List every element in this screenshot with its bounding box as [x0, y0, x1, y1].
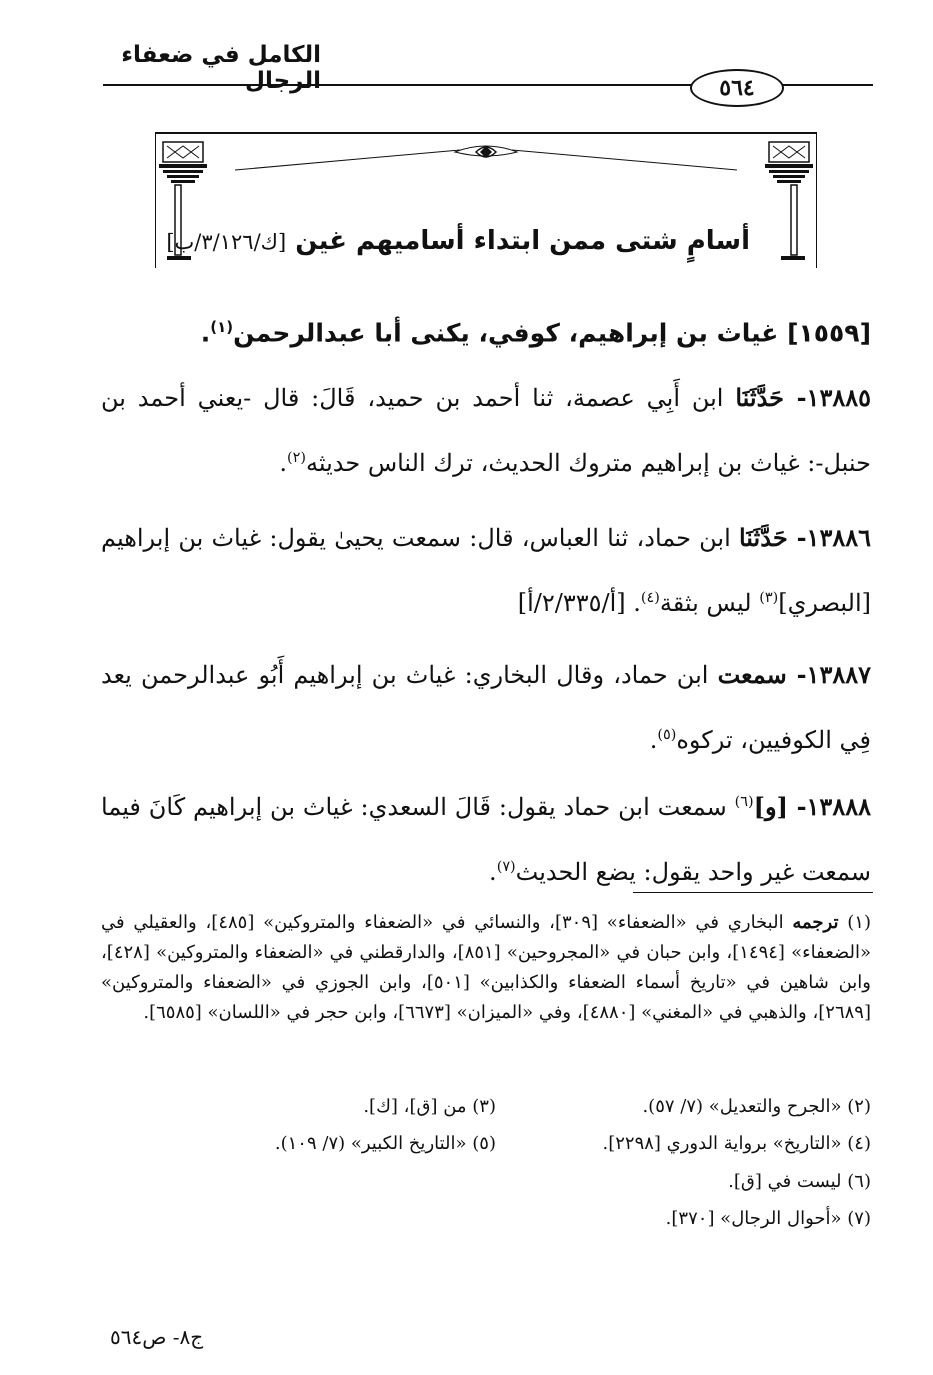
footnote-rule	[633, 892, 873, 893]
section-manuscript-ref: [ك/٣/١٢٦/ب]	[166, 230, 287, 254]
footnote-number: (١)	[847, 912, 871, 933]
page-number: ٥٦٤	[719, 75, 755, 101]
paragraph-lead: ١٣٨٨٧- سمعت	[717, 660, 871, 689]
page-number-badge	[690, 69, 784, 107]
running-header-title: الكامل في ضعفاء الرجال	[121, 42, 321, 94]
section-title	[166, 226, 750, 256]
entry-heading-end: .	[200, 318, 211, 348]
footnote-7: (٧) «أحوال الرجال» [٣٧٠].	[665, 1208, 871, 1229]
footnote-text: البخاري في «الضعفاء» [٣٠٩]، والنسائي في «الضعفاء والمتروكين» [٤٨٥]، والعقيلي في «الضعفاء» [١٤٩٤]، وابن حبان في «المجروحين» [٨٥١]، والدارقطني في «الضعفاء والمتروكين» [٤٢٨]، وابن شاهين في «تاريخ أسماء الضعفاء والكذابين» [٥٠١]، وابن الجوزي في «الضعفاء والمتروكين» [٢٦٨٩]، والذهبي في «المغني» [٤٨٨٠]، وفي «الميزان» [٦٦٧٣]، وابن حجر في «اللسان» [٦٥٨٥].	[101, 912, 871, 1023]
footnote-marker: (٥)	[657, 727, 677, 743]
footnote-6: (٦) ليست في [ق].	[728, 1171, 871, 1192]
paragraph-text-2: ليس بثقة	[659, 589, 760, 617]
hadith-paragraph	[101, 368, 871, 493]
hadith-paragraph	[101, 645, 871, 770]
footnote-row	[101, 1096, 871, 1126]
entry-heading	[91, 318, 871, 347]
footnote-keyword: ترجمه	[792, 912, 839, 933]
footnote-marker: (٢)	[286, 450, 306, 466]
footnote-marker: (١)	[210, 318, 234, 336]
footnote-5: (٥) «التاريخ الكبير» (٧/ ١٠٩).	[274, 1133, 496, 1154]
footnote-marker: (٧)	[496, 859, 516, 875]
hadith-paragraph	[101, 772, 871, 902]
paragraph-lead: ١٣٨٨٥- حَدَّثَنَا	[735, 383, 871, 412]
footnote-1	[101, 908, 871, 1028]
footnote-marker: (٣)	[759, 590, 779, 606]
footnote-marker: (٤)	[640, 590, 660, 606]
section-title-text: أسامٍ شتى ممن ابتداء أساميهم غين	[295, 226, 750, 256]
footnote-row	[101, 1208, 871, 1238]
footnote-3: (٣) من [ق]، [ك].	[363, 1096, 496, 1117]
right-column-ornament	[765, 142, 813, 260]
entry-heading-text: [١٥٥٩] غياث بن إبراهيم، كوفي، يكنى أبا عبدالرحمن	[233, 318, 871, 348]
footnote-row	[101, 1171, 871, 1201]
paragraph-end: .	[279, 449, 287, 477]
footnote-marker: (٦)	[734, 794, 754, 810]
paragraph-lead: ١٣٨٨٦- حَدَّثَنَا	[738, 523, 871, 552]
paragraph-end: .	[489, 858, 497, 886]
footer-volume-page-ref: ج٨- ص٥٦٤	[110, 1325, 204, 1349]
paragraph-end: .	[649, 726, 658, 754]
paragraph-end: . [أ/٢/٣٣٥/أ]	[517, 589, 641, 617]
hadith-paragraph	[101, 508, 871, 633]
footnote-4: (٤) «التاريخ» برواية الدوري [٢٢٩٨].	[602, 1133, 871, 1154]
paragraph-text: سمعت ابن حماد يقول: قَالَ السعدي: غياث بن إبراهيم كَانَ فيما سمعت غير واحد يقول: يضع الحديث	[101, 793, 871, 886]
footnote-2: (٢) «الجرح والتعديل» (٧/ ٥٧).	[642, 1096, 871, 1117]
footnote-row	[101, 1133, 871, 1163]
paragraph-text: ابن حماد، ثنا العباس، قال: سمعت يحيىٰ يقول: غياث بن إبراهيم [البصري]	[101, 524, 871, 617]
paragraph-text: ابن حماد، وقال البخاري: غياث بن إبراهيم أَبُو عبدالرحمن يعد فِي الكوفيين، تركوه	[101, 661, 871, 754]
paragraph-lead: ١٣٨٨٨- [و]	[753, 792, 871, 821]
paragraph-text: ابن أَبِي عصمة، ثنا أحمد بن حميد، قَالَ: قال -يعني أحمد بن حنبل-: غياث بن إبراهيم متروك الحديث، ترك الناس حديثه	[101, 384, 871, 477]
